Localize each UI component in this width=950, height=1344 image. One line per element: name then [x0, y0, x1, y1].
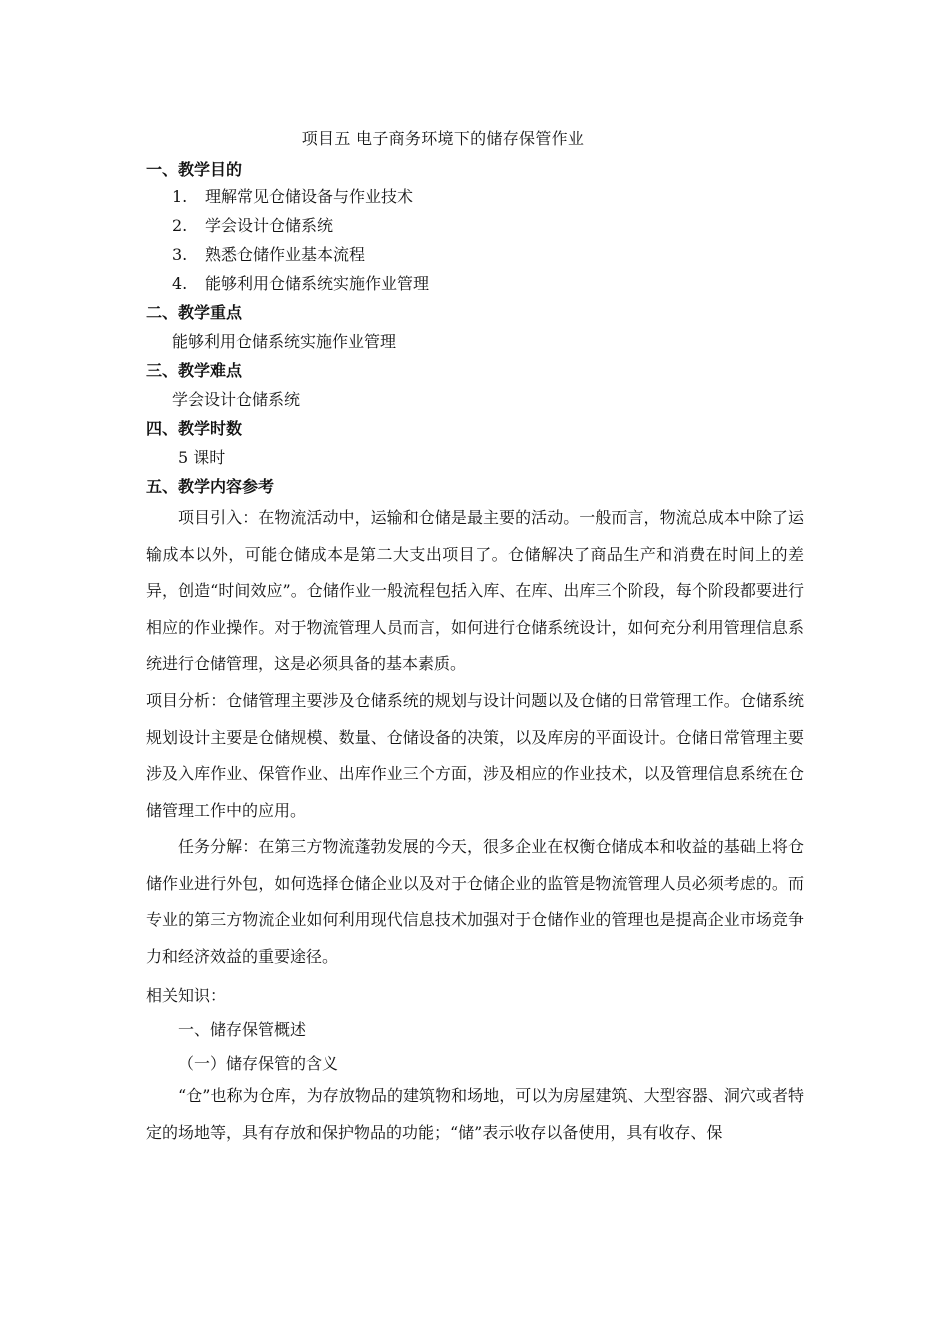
- related-knowledge-label: 相关知识：: [146, 986, 227, 1005]
- paragraph-intro: 项目引入：在物流活动中，运输和仓储是最主要的活动。一般而言，物流总成本中除了运输成本以外，可能仓储成本是第二大支出项目了。仓储解决了商品生产和消费在时间上的差异，创造“时间效应”。仓储作业一般流程包括入库、在库、出库三个阶段，每个阶段都要进行相应的作业操作。对于物流管理人员而言，如何进行仓储系统设计，如何充分利用管理信息系统进行仓储管理，这是必须具备的基本素质。: [146, 508, 804, 673]
- list-item-text: 理解常见仓储设备与作业技术: [205, 187, 414, 206]
- hours-text: 5 课时: [178, 448, 226, 467]
- heading-focus: 二、教学重点: [146, 303, 243, 322]
- heading-difficulty: 三、教学难点: [146, 361, 243, 380]
- heading-content: 五、教学内容参考: [146, 477, 275, 496]
- subheading-overview: 一、储存保管概述: [178, 1020, 307, 1039]
- paragraph-analysis: 项目分析：仓储管理主要涉及仓储系统的规划与设计问题以及仓储的日常管理工作。仓储系统规划设计主要是仓储规模、数量、仓储设备的决策，以及库房的平面设计。仓储日常管理主要涉及入库作业、保管作业、出库作业三个方面，涉及相应的作业技术，以及管理信息系统在仓储管理工作中的应用。: [146, 691, 804, 820]
- list-item-number: 1.: [172, 187, 188, 206]
- heading-purpose: 一、教学目的: [146, 160, 243, 179]
- list-item: [172, 273, 429, 302]
- list-item-number: 4.: [172, 274, 188, 293]
- list-item-number: 2.: [172, 216, 188, 235]
- list-item: [172, 215, 429, 244]
- paragraph-definition: “仓”也称为仓库，为存放物品的建筑物和场地，可以为房屋建筑、大型容器、洞穴或者特定的场地等，具有存放和保护物品的功能；“储”表示收存以备使用，具有收存、保: [146, 1086, 804, 1142]
- list-item-text: 能够利用仓储系统实施作业管理: [205, 274, 430, 293]
- list-item-number: 3.: [172, 245, 188, 264]
- list-item-text: 熟悉仓储作业基本流程: [205, 245, 366, 264]
- difficulty-text: 学会设计仓储系统: [172, 390, 301, 409]
- list-item: [172, 186, 429, 215]
- subheading-meaning: （一）储存保管的含义: [178, 1054, 339, 1073]
- heading-hours: 四、教学时数: [146, 419, 243, 438]
- list-item: [172, 244, 429, 273]
- focus-text: 能够利用仓储系统实施作业管理: [172, 332, 397, 351]
- purpose-list: [172, 186, 429, 302]
- list-item-text: 学会设计仓储系统: [205, 216, 334, 235]
- document-title: 项目五 电子商务环境下的储存保管作业: [301, 129, 585, 148]
- paragraph-task: 任务分解：在第三方物流蓬勃发展的今天，很多企业在权衡仓储成本和收益的基础上将仓储作业进行外包，如何选择仓储企业以及对于仓储企业的监管是物流管理人员必须考虑的。而专业的第三方物流企业如何利用现代信息技术加强对于仓储作业的管理也是提高企业市场竞争力和经济效益的重要途径。: [146, 837, 804, 966]
